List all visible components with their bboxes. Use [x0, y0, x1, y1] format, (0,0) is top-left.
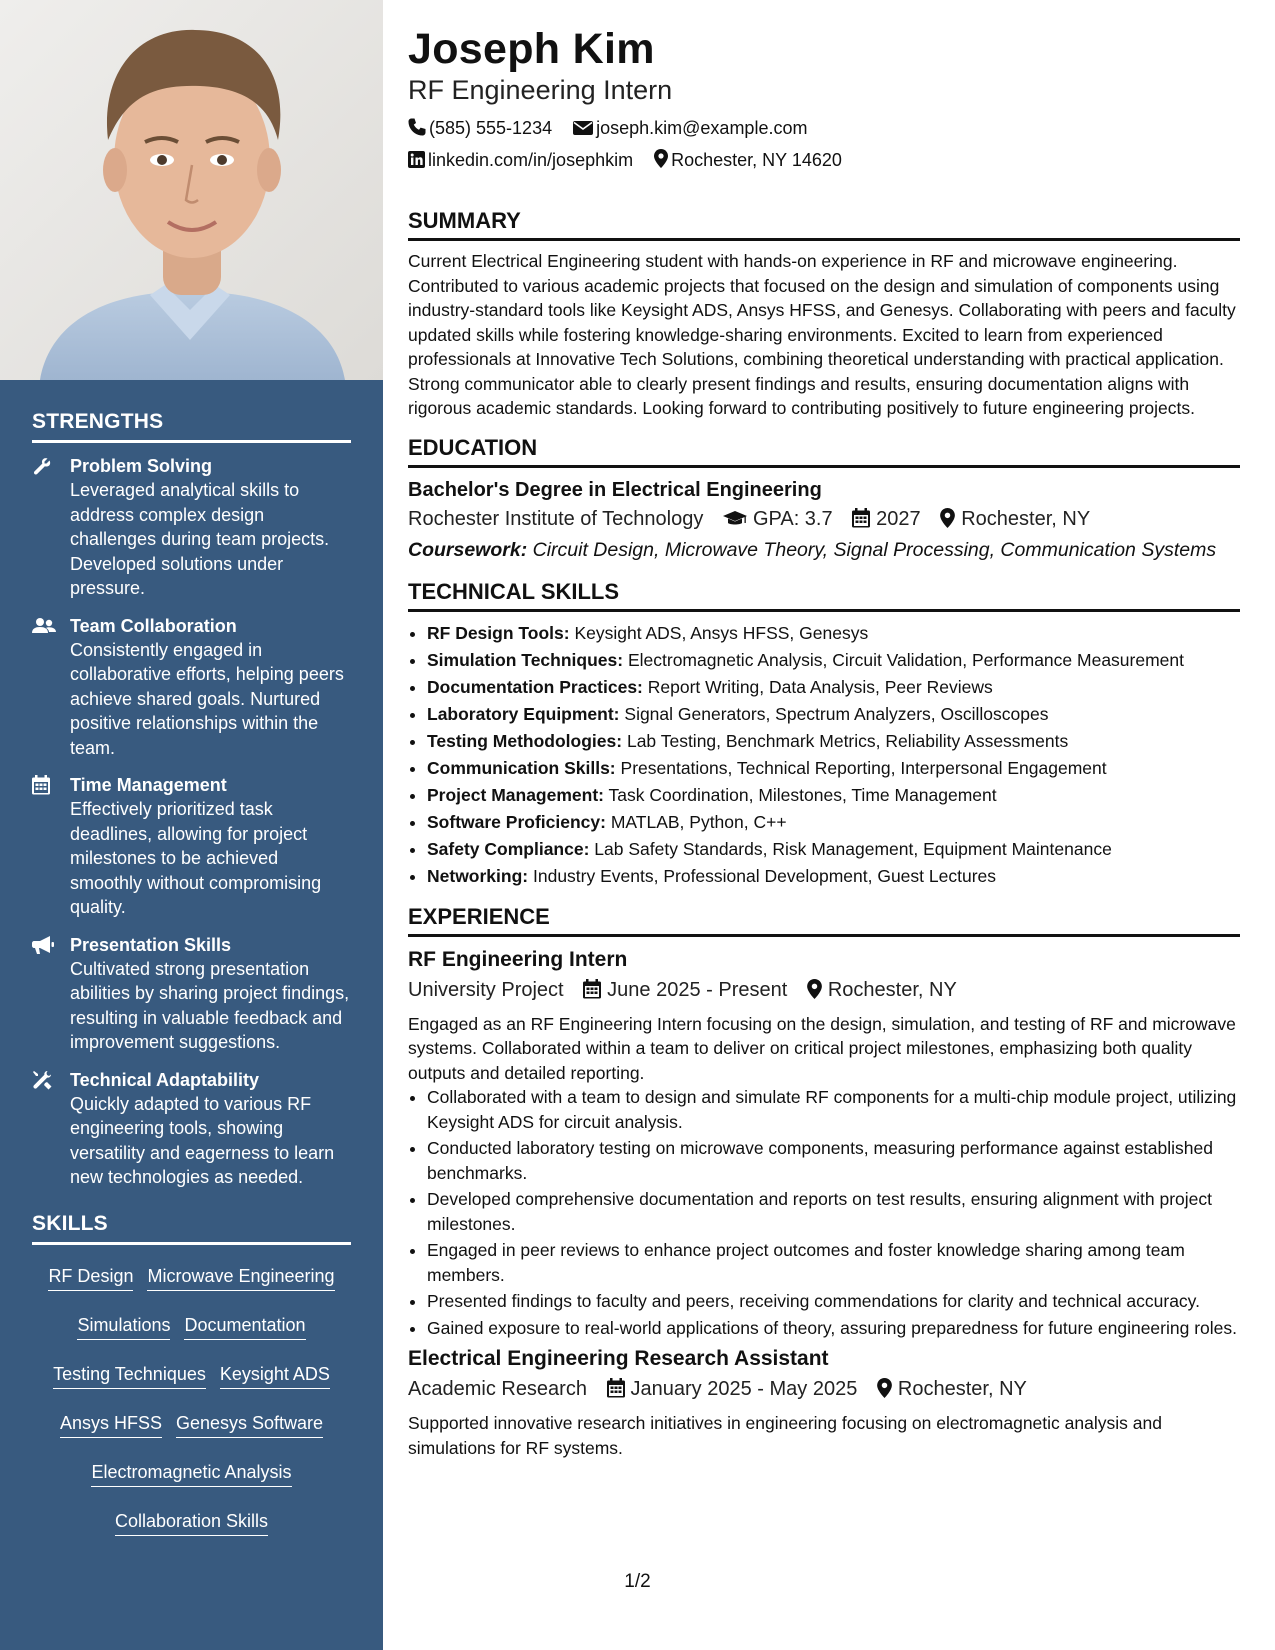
- calendar-icon: [852, 508, 870, 528]
- job-summary: Supported innovative research initiatives in engineering focusing on electromagnetic analysis and simulations for RF systems.: [408, 1413, 1162, 1458]
- skill-tag: Electromagnetic Analysis: [91, 1461, 291, 1487]
- technical-skills-list: [408, 620, 1240, 890]
- list-item: • Collaborated with a team to design and simulate RF components for a multi-chip module project, utilizing Keysight ADS for circuit analysis.: [427, 1085, 1240, 1134]
- gpa-text: GPA: 3.7: [752, 507, 833, 530]
- strength-title: Team Collaboration: [70, 615, 237, 636]
- job-title: Electrical Engineering Research Assistant: [408, 1347, 829, 1370]
- strengths-heading: STRENGTHS: [32, 410, 351, 443]
- envelope-icon: [573, 120, 593, 136]
- education-location: Rochester, NY: [961, 507, 1091, 530]
- skill-category: Project Management:: [427, 784, 604, 805]
- job-dates: June 2025 - Present: [607, 978, 788, 1001]
- skill-tag: Collaboration Skills: [115, 1510, 268, 1536]
- list-item: • Conducted laboratory testing on microwave components, measuring performance against established benchmarks.: [427, 1136, 1240, 1185]
- skill-values: Lab Safety Standards, Risk Management, Equipment Maintenance: [594, 838, 1112, 859]
- skill-category: Safety Compliance:: [427, 838, 590, 859]
- skill-tag: RF Design: [48, 1265, 133, 1291]
- skill-category: Communication Skills:: [427, 757, 616, 778]
- page-indicator: [0, 1571, 1275, 1593]
- strength-description: Leveraged analytical skills to address complex design challenges during team projects. Developed solutions under pressure.: [70, 480, 330, 598]
- tools-icon: [32, 1070, 54, 1092]
- list-item: • Developed comprehensive documentation and reports on test results, ensuring alignment with project milestones.: [427, 1187, 1240, 1236]
- email-text: joseph.kim@example.com: [596, 118, 808, 138]
- map-pin-icon: [807, 979, 822, 999]
- job-org: Academic Research: [408, 1378, 587, 1400]
- skill-tag: Testing Techniques: [53, 1363, 206, 1389]
- strength-title: Presentation Skills: [70, 934, 232, 955]
- map-pin-icon: [940, 508, 955, 528]
- graduation-cap-icon: [723, 510, 747, 528]
- coursework-list: Circuit Design, Microwave Theory, Signal Processing, Communication Systems: [532, 538, 1217, 561]
- skill-tag: Keysight ADS: [220, 1363, 330, 1389]
- job-meta: [408, 1374, 1240, 1405]
- linkedin-contact[interactable]: [408, 144, 633, 176]
- education-heading: EDUCATION: [408, 435, 1240, 468]
- job-location: Rochester, NY: [827, 978, 957, 1001]
- graduation-year: 2027: [876, 507, 921, 530]
- skill-values: Keysight ADS, Ansys HFSS, Genesys: [574, 622, 869, 643]
- list-item: [427, 809, 1240, 836]
- job-meta: [408, 975, 1240, 1006]
- strength-description: Effectively prioritized task deadlines, allowing for project milestones to be achieved smoothly without compromising quality.: [70, 799, 322, 917]
- main-content: [408, 24, 1240, 1460]
- skill-tag: Ansys HFSS: [60, 1412, 162, 1438]
- skill-category: Simulation Techniques:: [427, 649, 624, 670]
- strength-title: Time Management: [70, 775, 227, 795]
- job-summary: Engaged as an RF Engineering Intern focusing on the design, simulation, and testing of RF and microwave systems. Collaborated within a team to deliver on critical project milestones, emphasizing both quality outputs and detailed reporting.: [408, 1013, 1236, 1083]
- list-item: [427, 863, 1240, 890]
- skill-values: Task Coordination, Milestones, Time Management: [608, 784, 997, 805]
- skill-category: Laboratory Equipment:: [427, 703, 620, 724]
- summary-text: Current Electrical Engineering student with hands-on experience in RF and microwave engineering. Contributed to various academic projects that focused on the design and simulation of components using industry-standard tools like Keysight ADS, Ansys HFSS, and Genesys. Collaborating with peers and faculty updated skills while fostering knowledge-sharing environments. Excited to learn from experienced professionals at Innovative Tech Solutions, combining theoretical understanding with practical application. Strong communicator able to clearly present findings and results, ensuring documentation aligns with rigorous academic standards. Looking forward to contributing positively to future engineering projects.: [408, 251, 1236, 418]
- summary-heading: SUMMARY: [408, 208, 1240, 241]
- strength-title: Technical Adaptability: [70, 1069, 260, 1090]
- sidebar: [0, 0, 383, 1650]
- skill-tags: [32, 1257, 351, 1553]
- list-item: [427, 728, 1240, 755]
- technical-skills-heading: TECHNICAL SKILLS: [408, 579, 1240, 612]
- strength-item: [32, 934, 351, 1055]
- phone-icon: [408, 118, 426, 136]
- list-item: [427, 701, 1240, 728]
- skills-heading: SKILLS: [32, 1212, 351, 1245]
- profile-photo: [0, 0, 383, 380]
- strength-item: [32, 1069, 351, 1190]
- location-contact: [654, 144, 842, 176]
- school-name: Rochester Institute of Technology: [408, 507, 704, 530]
- users-icon: [32, 616, 54, 638]
- skill-values: Lab Testing, Benchmark Metrics, Reliability Assessments: [626, 730, 1069, 751]
- phone-text: (585) 555-1234: [429, 118, 553, 138]
- linkedin-text: linkedin.com/in/josephkim: [428, 150, 634, 170]
- list-item: [427, 836, 1240, 863]
- sidebar-content: [32, 410, 351, 1553]
- map-pin-icon: [654, 149, 668, 168]
- job-location: Rochester, NY: [897, 1378, 1027, 1400]
- skill-tag: Simulations: [77, 1314, 170, 1340]
- strength-item: [32, 774, 351, 920]
- strength-description: Quickly adapted to various RF engineering tools, showing versatility and eagerness to learn new technologies as needed.: [70, 1093, 335, 1187]
- candidate-role: RF Engineering Intern: [408, 75, 673, 105]
- skill-values: Presentations, Technical Reporting, Interpersonal Engagement: [620, 757, 1107, 778]
- skill-values: Industry Events, Professional Development, Guest Lectures: [533, 865, 997, 886]
- list-item: • Gained exposure to real-world applications of theory, assuring preparedness for future engineering roles.: [427, 1316, 1240, 1341]
- strength-description: Consistently engaged in collaborative efforts, helping peers achieve shared goals. Nurtured positive relationships within the team.: [70, 639, 344, 758]
- coursework: [408, 535, 1240, 565]
- skill-tag: Microwave Engineering: [147, 1265, 334, 1291]
- skill-tag: Documentation: [184, 1314, 305, 1340]
- map-pin-icon: [877, 1378, 892, 1398]
- list-item: [427, 674, 1240, 701]
- strength-title: Problem Solving: [70, 456, 213, 476]
- job-dates: January 2025 - May 2025: [630, 1378, 858, 1400]
- experience-heading: EXPERIENCE: [408, 904, 1240, 937]
- job-entry: [408, 945, 1240, 1341]
- coursework-label: Coursework:: [408, 538, 528, 561]
- location-text: Rochester, NY 14620: [671, 150, 842, 170]
- skill-category: Documentation Practices:: [427, 676, 643, 697]
- degree-title: Bachelor's Degree in Electrical Engineering: [408, 478, 822, 501]
- strength-item: [32, 615, 351, 761]
- skill-tag: Genesys Software: [176, 1412, 323, 1438]
- skill-values: Signal Generators, Spectrum Analyzers, Oscilloscopes: [624, 703, 1049, 724]
- megaphone-icon: [32, 935, 54, 957]
- calendar-icon: [32, 775, 54, 797]
- calendar-icon: [607, 1378, 625, 1398]
- job-bullets: [408, 1085, 1240, 1340]
- education-meta: [408, 504, 1240, 535]
- job-title: RF Engineering Intern: [408, 947, 628, 971]
- skill-category: Testing Methodologies:: [427, 730, 623, 751]
- skill-category: Software Proficiency:: [427, 811, 606, 832]
- list-item: [427, 782, 1240, 809]
- wrench-icon: [32, 456, 54, 478]
- list-item: • Presented findings to faculty and peers, receiving commendations for clarity and technical accuracy.: [427, 1289, 1240, 1314]
- skill-values: MATLAB, Python, C++: [610, 811, 787, 832]
- skill-category: RF Design Tools:: [427, 622, 570, 643]
- candidate-name: Joseph Kim: [408, 25, 655, 73]
- phone-contact[interactable]: [408, 112, 552, 144]
- job-org: University Project: [408, 978, 564, 1001]
- strength-description: Cultivated strong presentation abilities by sharing project findings, resulting in valuable feedback and improvement suggestions.: [70, 958, 350, 1052]
- page-number: 1/2: [624, 1571, 651, 1592]
- contact-info: [408, 112, 1240, 176]
- job-entry: [408, 1344, 1240, 1460]
- calendar-icon: [583, 979, 601, 999]
- skill-values: Electromagnetic Analysis, Circuit Validation, Performance Measurement: [627, 649, 1184, 670]
- strength-item: [32, 455, 351, 601]
- list-item: [427, 647, 1240, 674]
- linkedin-icon: [408, 151, 425, 168]
- list-item: [427, 620, 1240, 647]
- list-item: [427, 755, 1240, 782]
- skill-values: Report Writing, Data Analysis, Peer Reviews: [647, 676, 993, 697]
- skill-category: Networking:: [427, 865, 529, 886]
- list-item: • Engaged in peer reviews to enhance project outcomes and foster knowledge sharing among team members.: [427, 1238, 1240, 1287]
- email-contact[interactable]: [573, 112, 807, 144]
